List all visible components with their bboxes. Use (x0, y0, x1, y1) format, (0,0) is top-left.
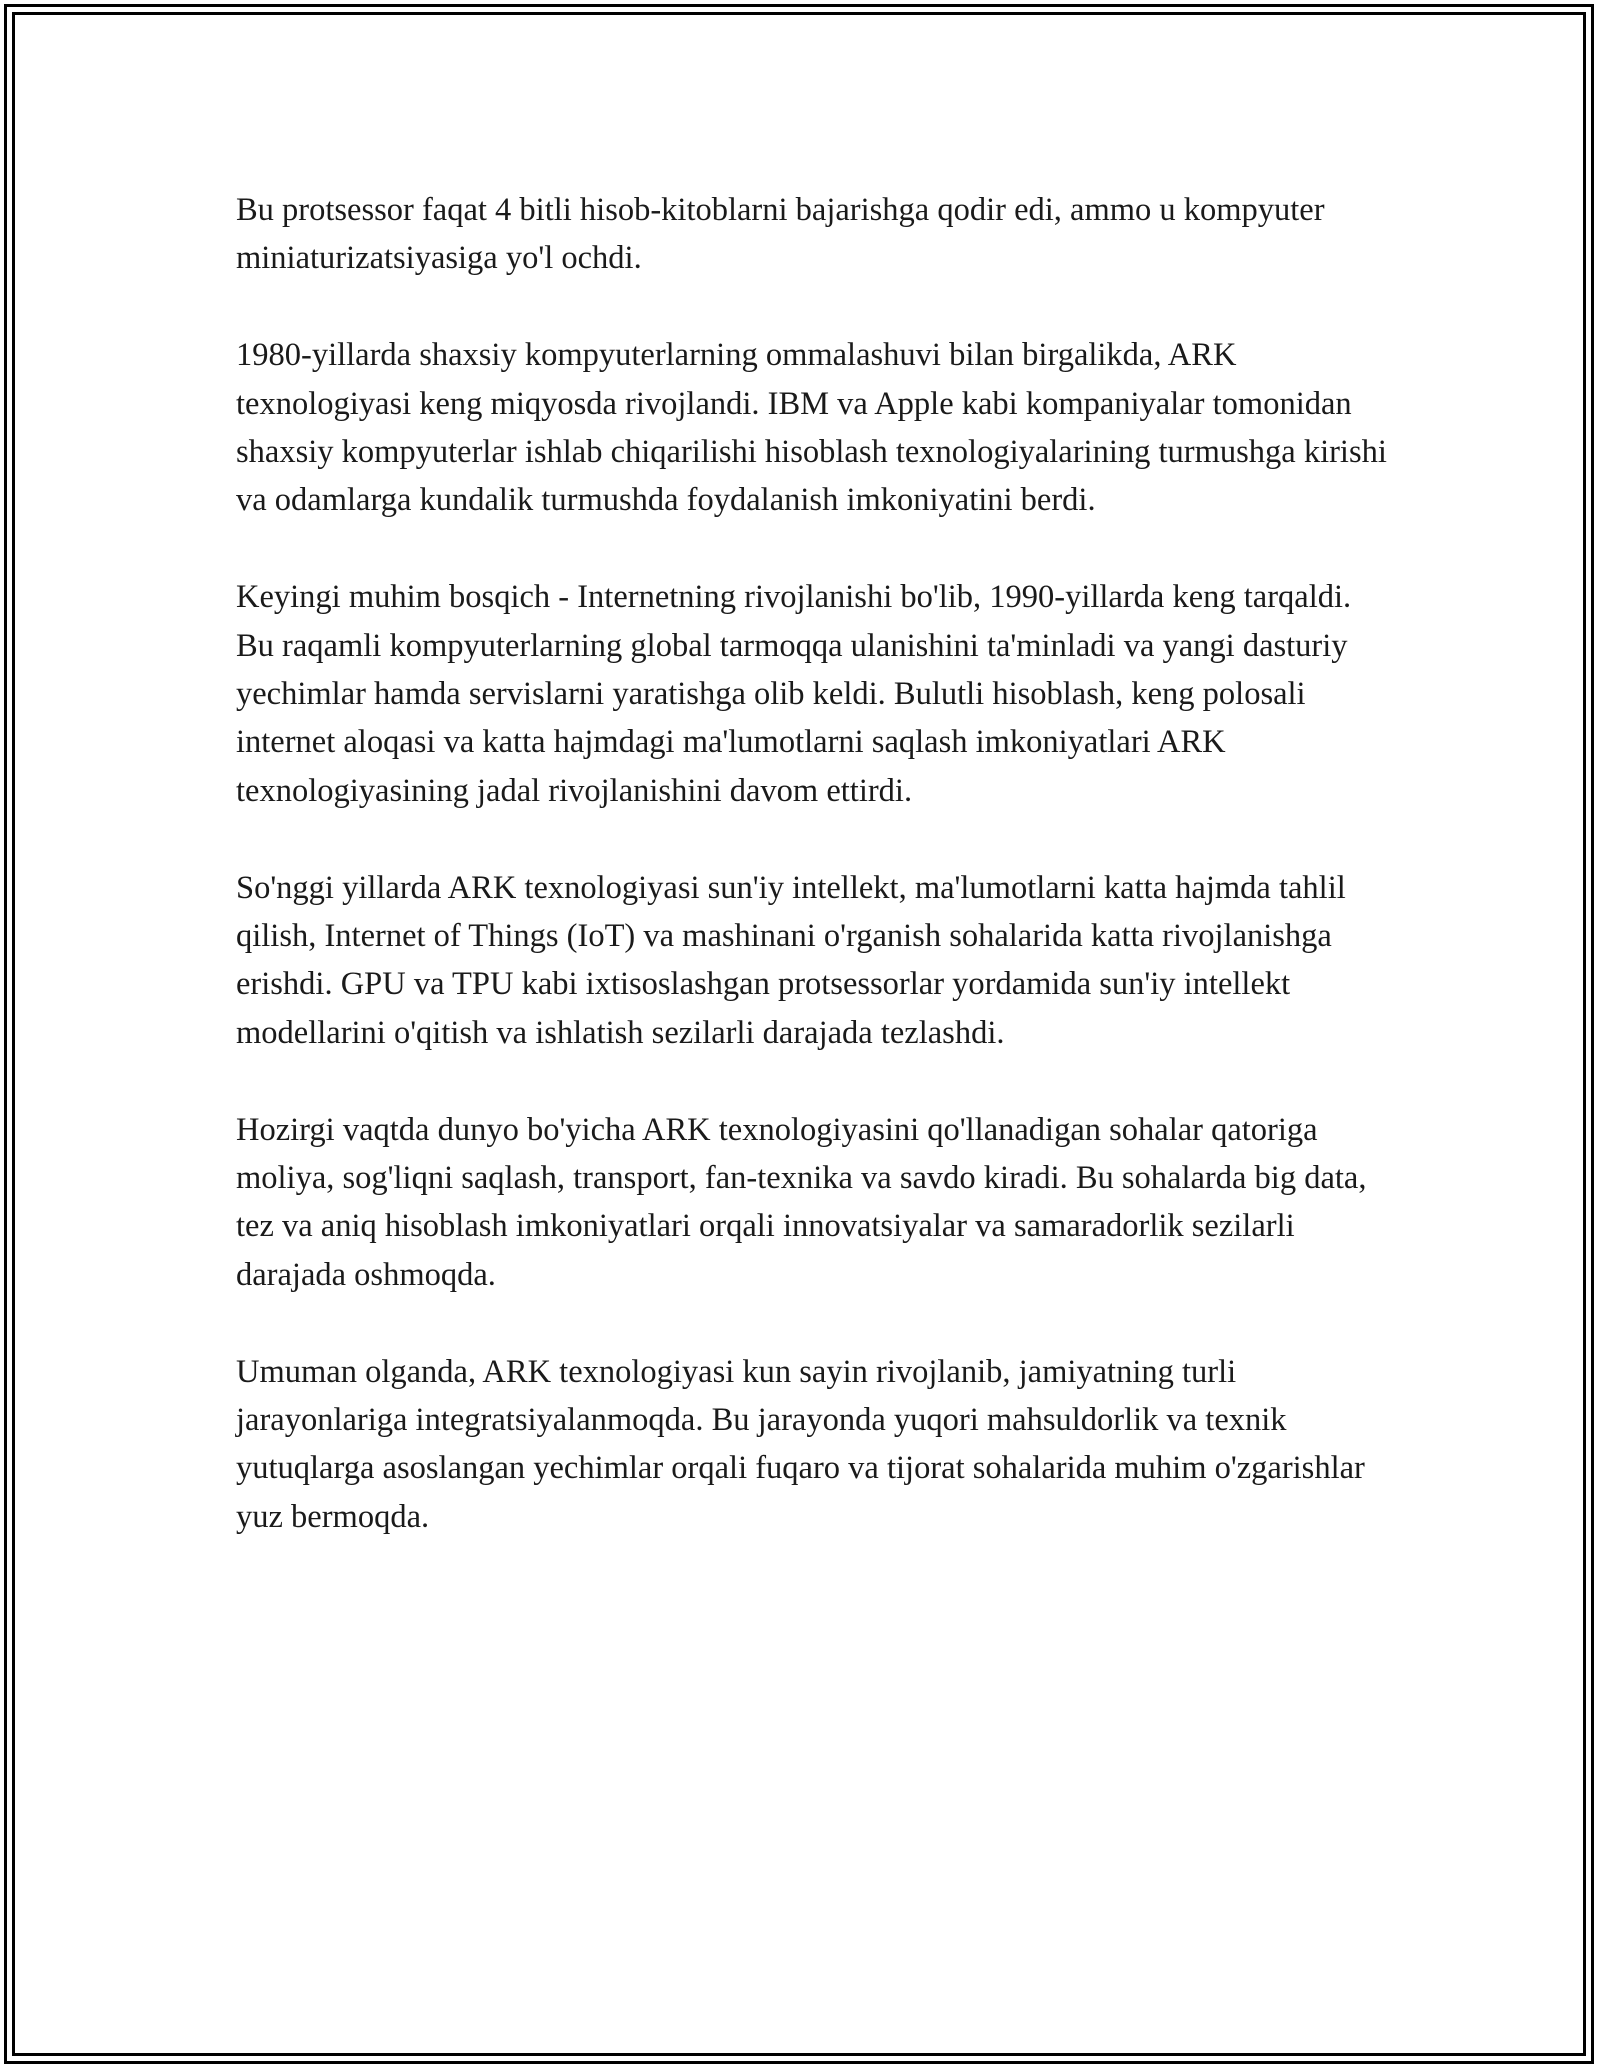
paragraph-3: Keyingi muhim bosqich - Internetning rivojlanishi bo'lib, 1990-yillarda keng tarqaldi. Bu raqamli kompyuterlarning global tarmoqqa ulanishini ta'minladi va yangi dasturiy yechimlar hamda servislarni yaratishga olib keldi. Bulutli hisoblash, keng polosali internet aloqasi va katta hajmdagi ma'lumotlarni saqlash imkoniyatlari ARK texnologiyasining jadal rivojlanishini davom ettirdi. (236, 579, 1352, 809)
paragraph-6: Umuman olganda, ARK texnologiyasi kun sayin rivojlanib, jamiyatning turli jarayonlariga integratsiyalanmoqda. Bu jarayonda yuqori mahsuldorlik va texnik yutuqlarga asoslangan yechimlar orqali fuqaro va tijorat sohalarida muhim o'zgarishlar yuz bermoqda. (236, 1353, 1365, 1535)
paragraph-5: Hozirgi vaqtda dunyo bo'yicha ARK texnologiyasini qo'llanadigan sohalar qatoriga moliya, sog'liqni saqlash, transport, fan-texnika va savdo kiradi. Bu sohalarda big data, tez va aniq hisoblash imkoniyatlari orqali innovatsiyalar va samaradorlik sezilarli darajada oshmoqda. (236, 1111, 1367, 1293)
document-body (236, 186, 1396, 1590)
paragraph-2: 1980-yillarda shaxsiy kompyuterlarning ommalashuvi bilan birgalikda, ARK texnologiyasi keng miqyosda rivojlandi. IBM va Apple kabi kompaniyalar tomonidan shaxsiy kompyuterlar ishlab chiqarilishi hisoblash texnologiyalarining turmushga kirishi va odamlarga kundalik turmushda foydalanish imkoniyatini berdi. (236, 337, 1387, 519)
paragraph-1: Bu protsessor faqat 4 bitli hisob-kitoblarni bajarishga qodir edi, ammo u kompyuter miniaturizatsiyasiga yo'l ochdi. (236, 192, 1325, 277)
paragraph-4: So'nggi yillarda ARK texnologiyasi sun'iy intellekt, ma'lumotlarni katta hajmda tahlil qilish, Internet of Things (IoT) va mashinani o'rganish sohalarida katta rivojlanishga erishdi. GPU va TPU kabi ixtisoslashgan protsessorlar yordamida sun'iy intellekt modellarini o'qitish va ishlatish sezilarli darajada tezlashdi. (236, 869, 1346, 1051)
